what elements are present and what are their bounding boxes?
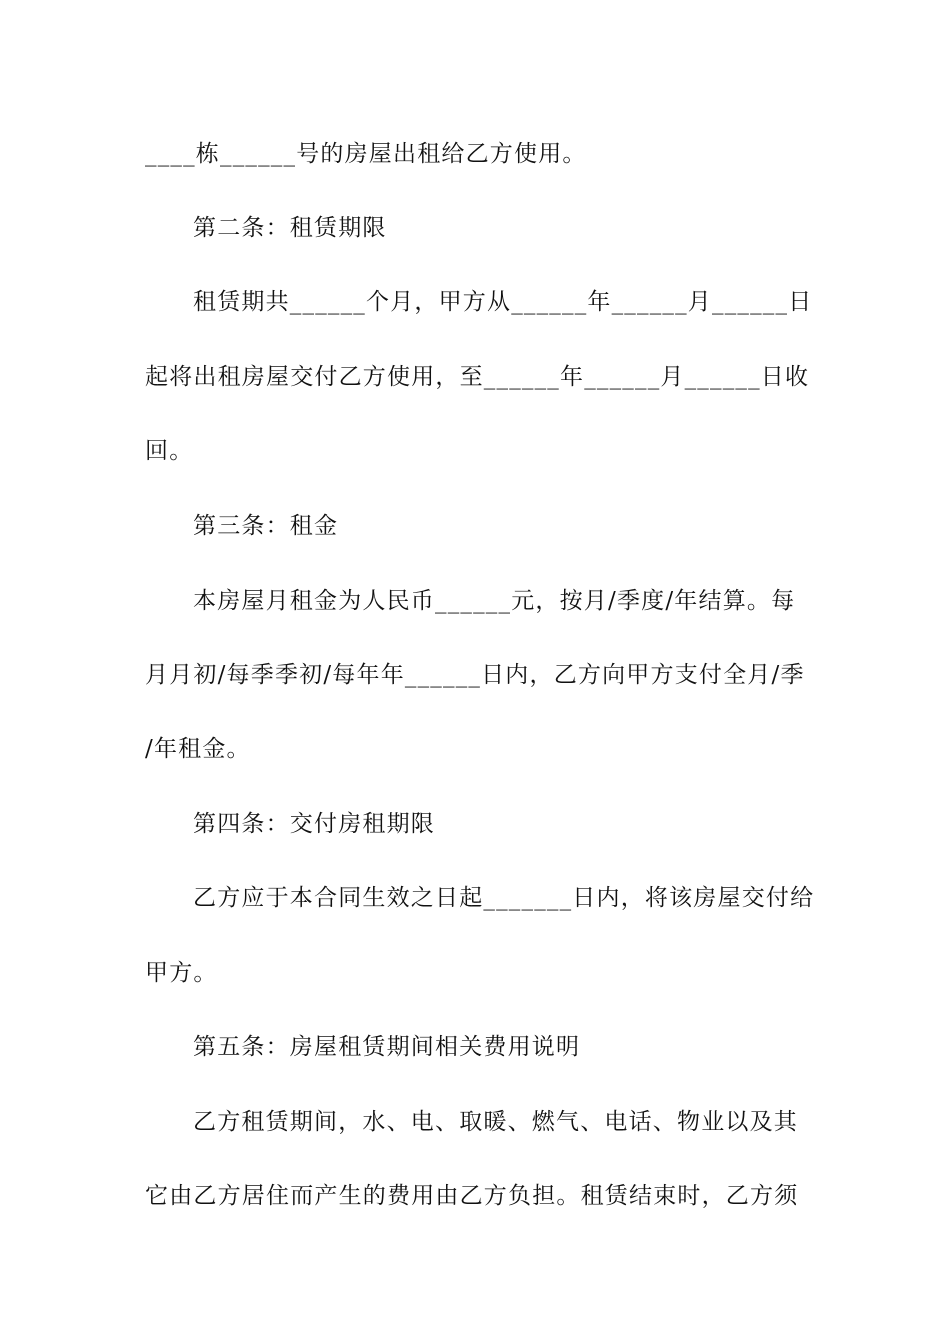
paragraph-line: 乙方租赁期间，水、电、取暖、燃气、电话、物业以及其	[193, 1109, 798, 1135]
paragraph-line: 月月初/每季季初/每年年______日内，乙方向甲方支付全月/季	[145, 662, 805, 688]
paragraph-line: /年租金。	[145, 736, 251, 762]
clause-heading: 第四条：交付房租期限	[193, 811, 435, 837]
paragraph-line: 本房屋月租金为人民币______元，按月/季度/年结算。每	[193, 588, 796, 614]
paragraph-line: 乙方应于本合同生效之日起_______日内，将该房屋交付给	[193, 885, 815, 911]
paragraph-line: 租赁期共______个月，甲方从______年______月______日	[193, 289, 813, 315]
clause-heading: 第三条：租金	[193, 513, 339, 539]
clause-heading: 第五条：房屋租赁期间相关费用说明	[193, 1034, 581, 1060]
paragraph-line: 它由乙方居住而产生的费用由乙方负担。租赁结束时，乙方须	[145, 1183, 799, 1209]
clause-heading: 第二条：租赁期限	[193, 215, 387, 241]
paragraph-line: 起将出租房屋交付乙方使用，至______年______月______日收	[145, 364, 810, 390]
paragraph-line: 回。	[145, 438, 194, 464]
paragraph-line: ____栋______号的房屋出租给乙方使用。	[145, 141, 587, 167]
paragraph-line: 甲方。	[145, 960, 218, 986]
